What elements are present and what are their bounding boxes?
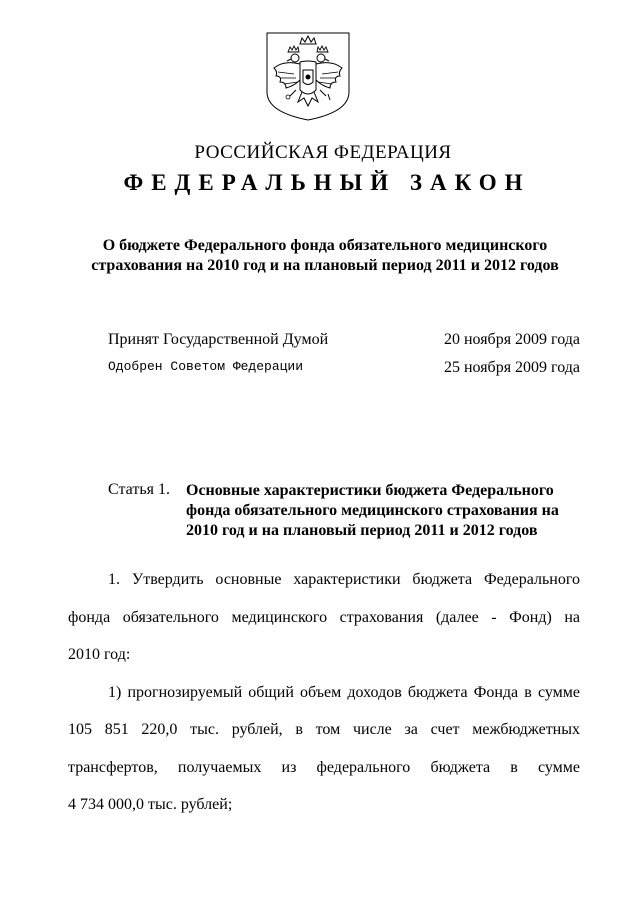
country-name: РОССИЙСКАЯ ФЕДЕРАЦИЯ [194, 142, 452, 163]
body-line: 4 734 000,0 тыс. рублей; [68, 796, 233, 813]
coat-of-arms-icon [264, 30, 352, 122]
council-label: Одобрен Советом Федерации [108, 359, 304, 374]
article-number: Статья 1. [108, 481, 170, 498]
body-line: 1. Утвердить основные характеристики бюджета Федерального [108, 571, 580, 588]
body-line: 105 851 220,0 тыс. рублей, в том числе за счет межбюджетных [68, 721, 580, 738]
document-type: ФЕДЕРАЛЬНЫЙ ЗАКОН [123, 170, 531, 195]
law-subject-line: страхования на 2010 год и на плановый период 2011 и 2012 годов [91, 257, 559, 274]
body-line: трансфертов, получаемых из федерального бюджета в сумме [68, 758, 580, 776]
duma-date: 20 ноября 2009 года [443, 331, 580, 348]
body-line: фонда обязательного медицинского страхования (далее - Фонд) на [68, 608, 580, 626]
adoption-duma [108, 331, 580, 355]
body-line: 1) прогнозируемый общий объем доходов бюджета Фонда в сумме [108, 683, 580, 701]
adoption-council [108, 359, 580, 383]
law-subject-line: О бюджете Федерального фонда обязательного медицинского [102, 237, 548, 254]
law-subject [60, 236, 590, 276]
article-body [68, 568, 580, 831]
article-title-line: 2010 год и на плановый период 2011 и 2012 годов [186, 522, 538, 539]
duma-label: Принят Государственной Думой [108, 331, 329, 348]
article-title [186, 481, 580, 541]
article-title-line: фонда обязательного медицинского страхования на [186, 502, 559, 519]
body-line: 2010 год: [68, 646, 131, 663]
council-date: 25 ноября 2009 года [443, 359, 580, 376]
article-title-line: Основные характеристики бюджета Федерального [186, 482, 554, 499]
